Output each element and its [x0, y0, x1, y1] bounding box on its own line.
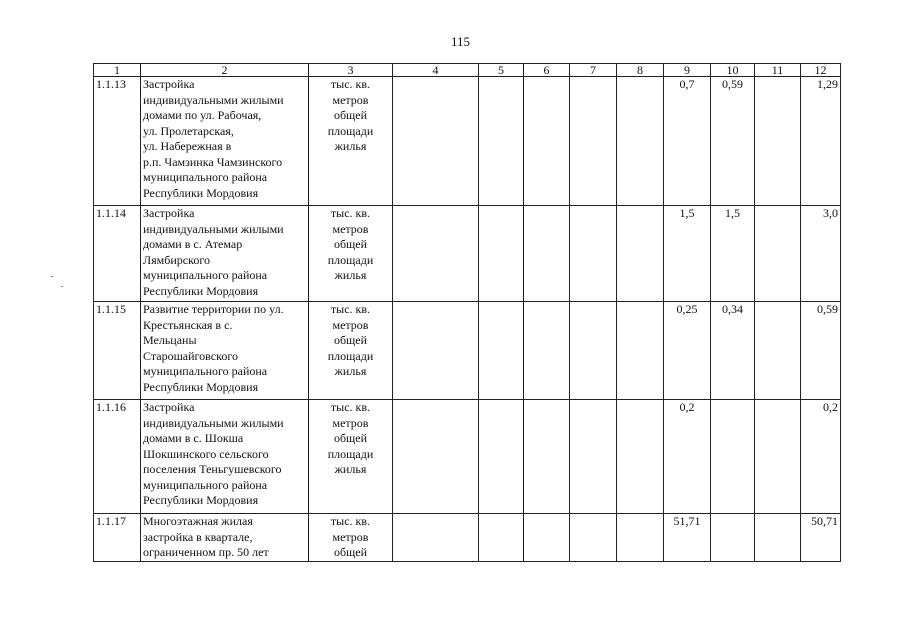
column-header-5: 5	[479, 64, 524, 77]
column-header-9: 9	[664, 64, 711, 77]
row-unit-cell: тыс. кв. метров общей площади жилья	[309, 302, 393, 400]
page-number: 115	[450, 34, 471, 49]
row-number-cell: 1.1.14	[94, 206, 141, 302]
column-header-3: 3	[309, 64, 393, 77]
value-cell-col11	[755, 77, 801, 206]
row-number-cell: 1.1.17	[94, 514, 141, 562]
column-header-1: 1	[94, 64, 141, 77]
row-name-cell: Многоэтажная жилая застройка в квартале, ограниченном пр. 50 лет	[141, 514, 309, 562]
value-cell-col7	[570, 514, 617, 562]
value-cell-col4	[393, 77, 479, 206]
row-number-cell: 1.1.16	[94, 400, 141, 514]
value-cell-col4	[393, 400, 479, 514]
value-cell-col4	[393, 302, 479, 400]
column-header-12: 12	[801, 64, 841, 77]
column-header-8: 8	[617, 64, 664, 77]
value-cell-col7	[570, 206, 617, 302]
value-cell-col8	[617, 77, 664, 206]
value-cell-col4	[393, 206, 479, 302]
row-name-cell: Застройка индивидуальными жилыми домами по ул. Рабочая, ул. Пролетарская, ул. Набережная в р.п. Чамзинка Чамзинского муниципального района Республики Мордовия	[141, 77, 309, 206]
row-number-cell: 1.1.13	[94, 77, 141, 206]
value-cell-col5	[479, 400, 524, 514]
value-cell-col12: 0,2	[801, 400, 841, 514]
row-unit-cell: тыс. кв. метров общей площади жилья	[309, 400, 393, 514]
value-cell-col11	[755, 400, 801, 514]
value-cell-col9: 1,5	[664, 206, 711, 302]
value-cell-col6	[524, 77, 570, 206]
value-cell-col6	[524, 400, 570, 514]
value-cell-col9: 0,7	[664, 77, 711, 206]
table-body	[94, 64, 841, 562]
table-row	[94, 302, 841, 400]
column-header-2: 2	[141, 64, 309, 77]
value-cell-col5	[479, 206, 524, 302]
value-cell-col10	[711, 400, 755, 514]
value-cell-col6	[524, 206, 570, 302]
table-row	[94, 400, 841, 514]
column-header-6: 6	[524, 64, 570, 77]
value-cell-col10: 0,59	[711, 77, 755, 206]
value-cell-col7	[570, 302, 617, 400]
table-header-row	[94, 64, 841, 77]
value-cell-col5	[479, 77, 524, 206]
scan-speck	[61, 286, 63, 287]
value-cell-col7	[570, 400, 617, 514]
column-header-4: 4	[393, 64, 479, 77]
value-cell-col5	[479, 514, 524, 562]
table-row	[94, 514, 841, 562]
column-header-11: 11	[755, 64, 801, 77]
value-cell-col10: 1,5	[711, 206, 755, 302]
row-name-cell: Застройка индивидуальными жилыми домами в с. Атемар Лямбирского муниципального района Республики Мордовия	[141, 206, 309, 302]
value-cell-col12: 1,29	[801, 77, 841, 206]
row-number-cell: 1.1.15	[94, 302, 141, 400]
row-unit-cell: тыс. кв. метров общей площади жилья	[309, 206, 393, 302]
value-cell-col7	[570, 77, 617, 206]
value-cell-col8	[617, 400, 664, 514]
row-name-cell: Развитие территории по ул. Крестьянская в с. Мельцаны Старошайговского муниципального района Республики Мордовия	[141, 302, 309, 400]
scan-speck	[51, 276, 53, 277]
value-cell-col11	[755, 514, 801, 562]
value-cell-col12: 3,0	[801, 206, 841, 302]
value-cell-col8	[617, 514, 664, 562]
value-cell-col11	[755, 302, 801, 400]
table-row	[94, 206, 841, 302]
row-name-cell: Застройка индивидуальными жилыми домами в с. Шокша Шокшинского сельского поселения Теньгушевского муниципального района Республики Мордовия	[141, 400, 309, 514]
value-cell-col12: 50,71	[801, 514, 841, 562]
value-cell-col5	[479, 302, 524, 400]
value-cell-col10	[711, 514, 755, 562]
value-cell-col9: 0,2	[664, 400, 711, 514]
value-cell-col4	[393, 514, 479, 562]
row-unit-cell: тыс. кв. метров общей	[309, 514, 393, 562]
value-cell-col9: 0,25	[664, 302, 711, 400]
value-cell-col8	[617, 206, 664, 302]
column-header-10: 10	[711, 64, 755, 77]
table-row	[94, 77, 841, 206]
column-header-7: 7	[570, 64, 617, 77]
data-table	[93, 63, 841, 562]
value-cell-col11	[755, 206, 801, 302]
row-unit-cell: тыс. кв. метров общей площади жилья	[309, 77, 393, 206]
value-cell-col8	[617, 302, 664, 400]
value-cell-col9: 51,71	[664, 514, 711, 562]
value-cell-col12: 0,59	[801, 302, 841, 400]
value-cell-col6	[524, 514, 570, 562]
value-cell-col6	[524, 302, 570, 400]
value-cell-col10: 0,34	[711, 302, 755, 400]
